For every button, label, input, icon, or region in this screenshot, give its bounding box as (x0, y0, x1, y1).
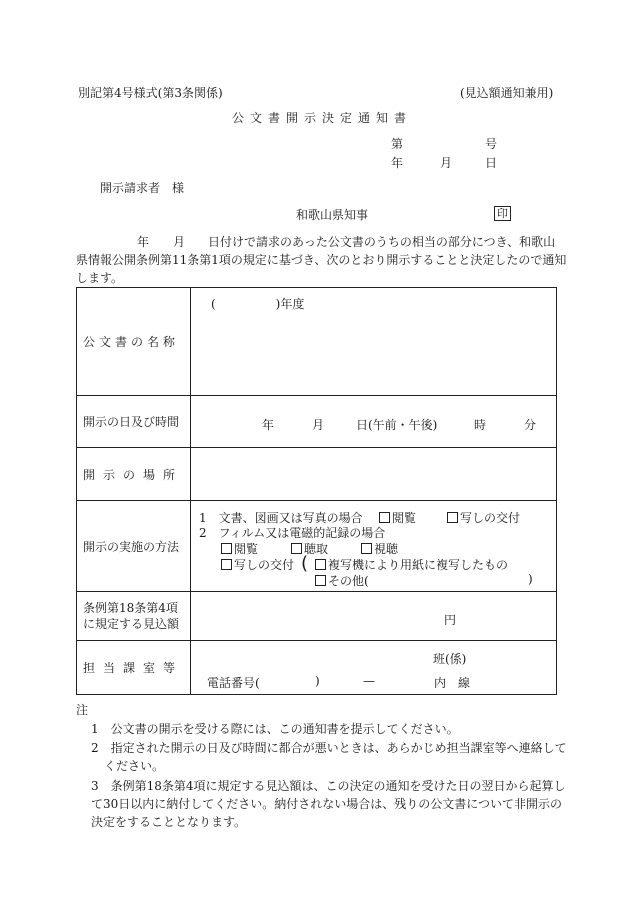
method-item-2: 2 フィルム又は電磁的記録の場合 (199, 526, 386, 540)
body-line-1: 日付けで請求のあった公文書のうちの相当の部分につき、和歌山 (208, 235, 556, 249)
opt-film-view[interactable]: 閲覧 (221, 540, 258, 557)
page-title: 公文書開示決定通知書 (232, 111, 413, 125)
method-item-1: 1 文書、図画又は写真の場合 (199, 511, 363, 525)
note-3b: て30日以内に納付してください。納付されない場合は、残りの公文書について非開示の (91, 797, 563, 811)
dept-phone-close: ) (315, 674, 320, 688)
label-estimate: 条例第18条第4項 に規定する見込額 (77, 592, 191, 641)
date-year: 年 (391, 156, 404, 170)
label-document-name: 公 文 書 の 名 称 (83, 335, 175, 349)
opt-doc-copy[interactable]: 写しの交付 (447, 509, 520, 526)
checkbox-icon (221, 543, 232, 554)
row-location (77, 448, 557, 501)
date-time-field[interactable] (191, 396, 557, 448)
dept-dash: — (363, 674, 375, 688)
dt-day-ampm: 日(午前・午後) (356, 418, 438, 432)
addressee: 開示請求者 様 (100, 181, 185, 195)
row-estimate (77, 592, 557, 641)
note-1: 1 公文書の開示を受ける際には、この通知書を提示してください。 (91, 722, 459, 736)
document-name-field[interactable] (191, 288, 557, 396)
checkbox-icon (447, 512, 458, 523)
estimate-field[interactable] (191, 592, 557, 641)
issuer-name: 和歌山県知事 (296, 208, 369, 222)
seal-label: 印 (494, 206, 511, 221)
notice-table (76, 287, 557, 695)
opt-other-close: ) (528, 572, 533, 586)
checkbox-icon (315, 559, 326, 570)
form-number: 別記第4号様式(第3条関係) (78, 86, 223, 100)
opt-film-watch[interactable]: 視聴 (361, 540, 398, 557)
row-date-time (77, 396, 557, 448)
fiscal-year-text: ( )年度 (211, 297, 305, 311)
body-month: 月 (173, 235, 186, 249)
dept-extension: 内 線 (434, 676, 471, 690)
dt-hour: 時 (474, 418, 487, 432)
label-location: 開 示 の 場 所 (83, 467, 175, 482)
body-line-2: 県情報公開条例第11条第1項の規定に基づき、次のとおり開示することと決定したので通知 (76, 253, 567, 267)
number-dai: 第 (391, 137, 404, 151)
dept-phone: 電話番号( (207, 676, 260, 690)
label-date-time: 開示の日及び時間 (77, 396, 191, 448)
dt-year: 年 (262, 418, 275, 432)
notes-heading: 注 (76, 703, 89, 717)
method-field (191, 501, 557, 592)
dt-month: 月 (312, 418, 325, 432)
form-note: (見込額通知兼用) (460, 86, 554, 100)
opt-film-copy[interactable]: 写しの交付 (221, 556, 294, 573)
opt-copy-machine[interactable]: 複写機により用紙に複写したもの (315, 556, 508, 573)
checkbox-icon (221, 559, 232, 570)
department-field[interactable] (191, 641, 557, 695)
number-go: 号 (485, 137, 498, 151)
estimate-yen: 円 (444, 613, 457, 627)
note-3c: 決定をすることとなります。 (91, 815, 247, 829)
checkbox-icon (315, 575, 326, 586)
note-3a: 3 条例第18条第4項に規定する見込額は、この決定の通知を受けた日の翌日から起算し (91, 779, 566, 793)
note-2b: ください。 (104, 759, 165, 773)
location-field[interactable] (191, 448, 557, 501)
body-line-3: します。 (76, 271, 124, 285)
label-method: 開示の実施の方法 (77, 501, 191, 592)
seal-stamp (494, 206, 511, 221)
dept-section: 班(係) (433, 652, 467, 666)
date-month: 月 (440, 156, 453, 170)
date-day: 日 (485, 156, 498, 170)
checkbox-icon (379, 512, 390, 523)
label-department: 担 当 課 室 等 (83, 661, 175, 675)
opt-film-listen[interactable]: 聴取 (291, 540, 328, 557)
checkbox-icon (361, 543, 372, 554)
left-bracket-icon: ( (301, 553, 309, 574)
row-method (77, 501, 557, 592)
row-document-name (77, 288, 557, 396)
body-year: 年 (137, 235, 150, 249)
opt-other[interactable]: その他( (315, 572, 369, 589)
note-2a: 2 指定された開示の日及び時間に都合が悪いときは、あらかじめ担当課室等へ連絡して (91, 741, 567, 755)
opt-doc-view[interactable]: 閲覧 (379, 509, 416, 526)
row-department (77, 641, 557, 695)
dt-minute: 分 (524, 418, 537, 432)
